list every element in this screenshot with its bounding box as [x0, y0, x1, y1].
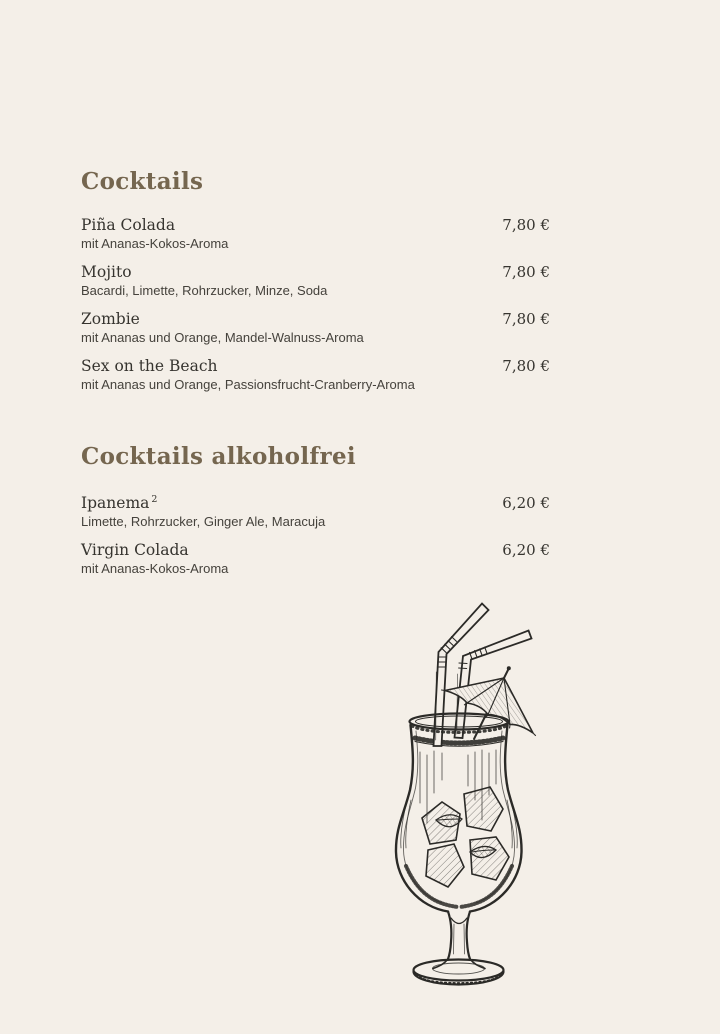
menu-page: [81, 170, 550, 587]
item-name: Virgin Colada: [81, 541, 189, 560]
item-price: 6,20 €: [502, 494, 550, 513]
item-price: 7,80 €: [502, 263, 550, 281]
footnote-marker: 2: [151, 494, 158, 505]
menu-item: [81, 356, 550, 394]
section-title: Cocktails alkoholfrei: [81, 443, 356, 470]
menu-item: [81, 215, 550, 253]
section-cocktails: [81, 170, 550, 394]
section-cocktails-alkoholfrei: [81, 445, 550, 578]
item-name: Ipanema $^2$: [81, 494, 158, 513]
menu-item: [81, 490, 550, 531]
menu-item: [81, 262, 550, 300]
cocktail-glass-illustration: [370, 590, 610, 1000]
item-name: Zombie: [81, 310, 140, 328]
item-description: mit Ananas und Orange, Mandel-Walnuss-Aroma: [81, 330, 364, 345]
drink-contents: [415, 738, 509, 887]
cocktail-glass-sketch: [370, 590, 610, 1000]
menu-item: [81, 309, 550, 347]
menu-item: [81, 540, 550, 578]
item-price: 7,80 €: [502, 216, 550, 234]
section-title: Cocktails: [81, 168, 204, 195]
item-description: Bacardi, Limette, Rohrzucker, Minze, Soda: [81, 283, 328, 298]
item-price: 6,20 €: [502, 541, 550, 560]
item-name: Sex on the Beach: [81, 357, 218, 375]
item-description: mit Ananas-Kokos-Aroma: [81, 561, 229, 577]
item-description: mit Ananas-Kokos-Aroma: [81, 236, 229, 251]
item-name: Piña Colada: [81, 216, 176, 234]
item-price: 7,80 €: [502, 357, 550, 375]
item-description: mit Ananas und Orange, Passionsfrucht-Cranberry-Aroma: [81, 377, 415, 392]
item-price: 7,80 €: [502, 310, 550, 328]
item-name: Mojito: [81, 263, 132, 281]
item-description: Limette, Rohrzucker, Ginger Ale, Maracuja: [81, 514, 326, 530]
ice-cubes: [422, 787, 509, 887]
